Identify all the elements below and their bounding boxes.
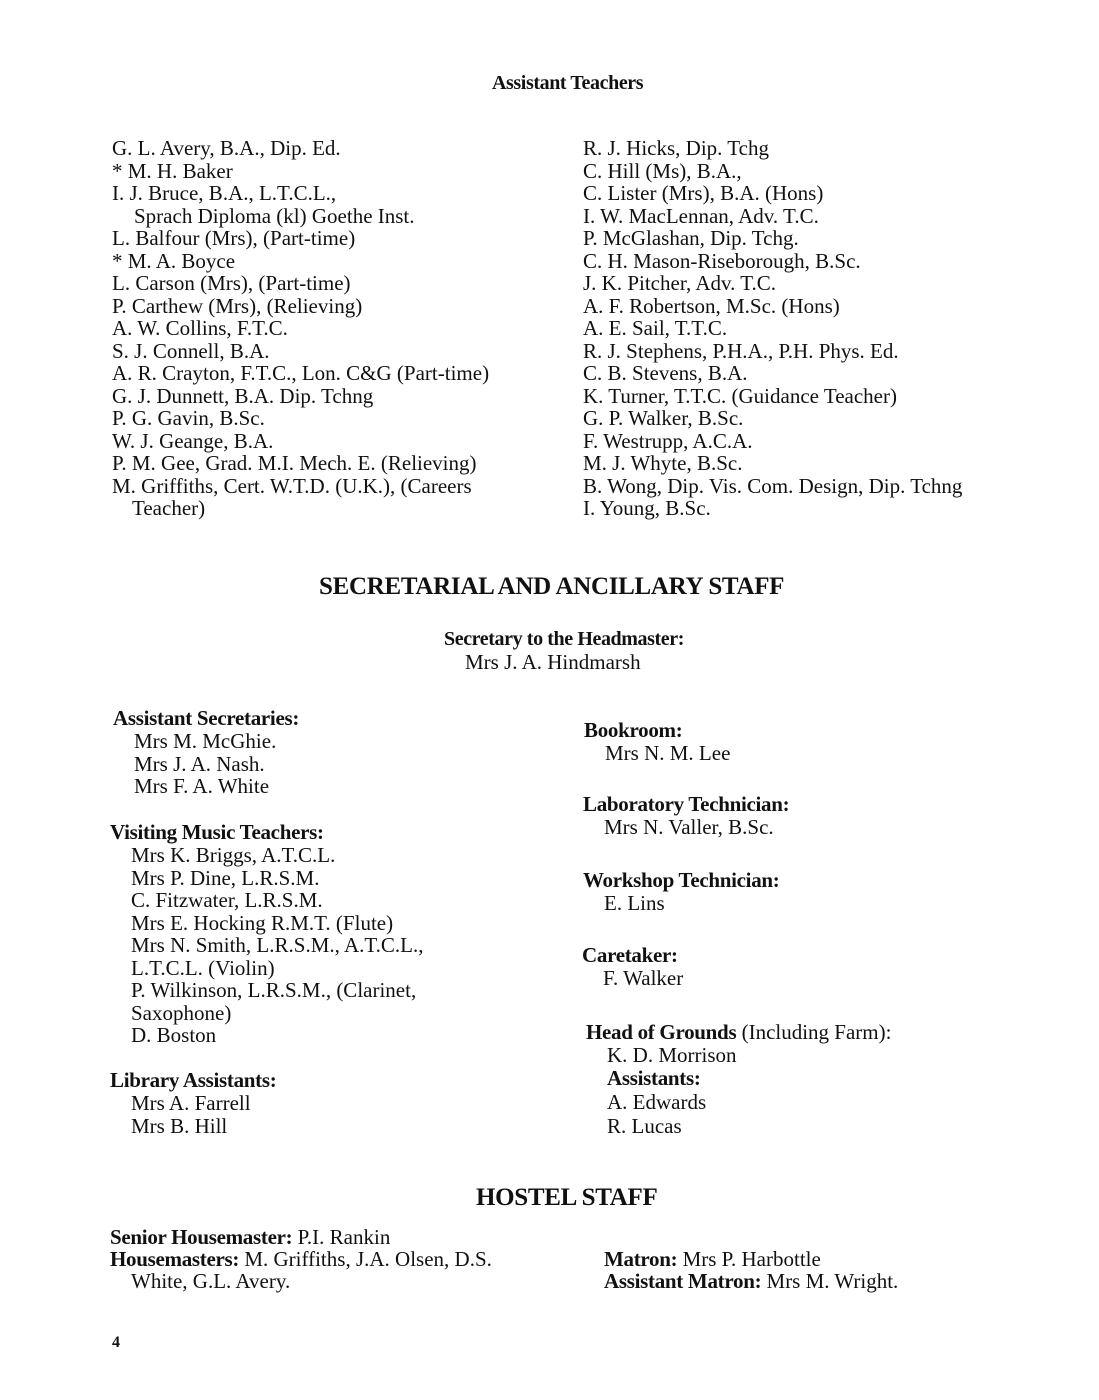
staff-name: R. Lucas (607, 1114, 682, 1138)
staff-name: Mrs E. Hocking R.M.T. (Flute) (131, 910, 394, 935)
secretary-name: Mrs J. A. Hindmarsh (465, 650, 641, 674)
housemasters (110, 1248, 492, 1271)
teacher-entry: C. H. Mason-Riseborough, B.Sc. (583, 248, 861, 273)
teacher-entry: G. J. Dunnett, B.A. Dip. Tchng (112, 383, 374, 408)
matron (604, 1248, 821, 1271)
secretarial-heading: SECRETARIAL AND ANCILLARY STAFF (319, 573, 785, 600)
teacher-entry: A. W. Collins, F.T.C. (112, 316, 288, 340)
staff-name: D. Boston (131, 1023, 217, 1047)
workshop-tech-label: Workshop Technician: (583, 868, 780, 892)
teacher-entry: S. J. Connell, B.A. (112, 338, 270, 363)
teacher-entry: * M. A. Boyce (112, 248, 236, 273)
teacher-entry: J. K. Pitcher, Adv. T.C. (583, 271, 777, 295)
caretaker-label: Caretaker: (582, 943, 678, 967)
housemasters-label: Housemasters: (110, 1247, 240, 1271)
visiting-music-list (131, 844, 423, 1047)
assistant-matron-name: Mrs M. Wright. (766, 1269, 899, 1293)
grounds-heading (586, 1021, 891, 1044)
grounds-label: Head of Grounds (586, 1020, 737, 1044)
teachers-left-list (112, 137, 489, 520)
teacher-entry: A. R. Crayton, F.T.C., Lon. C&G (Part-time) (112, 361, 490, 385)
teacher-entry: W. J. Geange, B.A. (112, 428, 274, 453)
caretaker-name: F. Walker (603, 966, 684, 990)
teacher-entry: A. F. Robertson, M.Sc. (Hons) (583, 293, 840, 318)
housemasters-names: M. Griffiths, J.A. Olsen, D.S. (244, 1247, 492, 1271)
teacher-entry: A. E. Sail, T.T.C. (583, 316, 728, 340)
teacher-entry: P. G. Gavin, B.Sc. (112, 406, 265, 430)
housemasters-continuation: White, G.L. Avery. (131, 1269, 291, 1293)
library-label: Library Assistants: (110, 1068, 277, 1092)
bookroom-label: Bookroom: (584, 718, 683, 742)
bookroom-name: Mrs N. M. Lee (605, 741, 731, 765)
matron-label: Matron: (604, 1247, 678, 1271)
staff-name: Mrs P. Dine, L.R.S.M. (131, 865, 320, 890)
lab-tech-name: Mrs N. Valler, B.Sc. (604, 815, 774, 839)
teacher-entry: B. Wong, Dip. Vis. Com. Design, Dip. Tchng (583, 473, 963, 498)
teacher-entry: P. M. Gee, Grad. M.I. Mech. E. (Relieving) (112, 451, 477, 475)
visiting-music-label: Visiting Music Teachers: (110, 820, 324, 844)
teacher-entry: L. Carson (Mrs), (Part-time) (112, 271, 351, 295)
staff-name: Mrs N. Smith, L.R.S.M., A.T.C.L., (131, 933, 424, 957)
staff-name: A. Edwards (607, 1090, 707, 1114)
secretary-label: Secretary to the Headmaster: (444, 628, 685, 650)
teacher-entry: * M. H. Baker (112, 158, 233, 183)
senior-housemaster-label: Senior Housemaster: (110, 1225, 293, 1249)
staff-name: Mrs A. Farrell (131, 1091, 251, 1115)
page-number: 4 (112, 1334, 120, 1351)
staff-name: Mrs K. Briggs, A.T.C.L. (131, 843, 336, 867)
teacher-entry: R. J. Stephens, P.H.A., P.H. Phys. Ed. (583, 338, 899, 363)
teacher-entry: K. Turner, T.T.C. (Guidance Teacher) (583, 383, 897, 408)
teachers-right-list (583, 137, 962, 520)
staff-name: Mrs J. A. Nash. (134, 751, 265, 776)
teacher-entry: C. Hill (Ms), B.A., (583, 158, 742, 183)
staff-name: P. Wilkinson, L.R.S.M., (Clarinet, (131, 978, 417, 1002)
grounds-assistants-list (607, 1090, 706, 1138)
senior-housemaster (110, 1226, 390, 1249)
library-list (131, 1092, 251, 1137)
teacher-entry: G. P. Walker, B.Sc. (583, 406, 744, 430)
staff-name: C. Fitzwater, L.R.S.M. (131, 888, 323, 912)
senior-housemaster-name: P.I. Rankin (297, 1225, 391, 1249)
grounds-name: K. D. Morrison (607, 1043, 737, 1067)
teacher-entry: M. Griffiths, Cert. W.T.D. (U.K.), (Careers (112, 473, 472, 498)
staff-name: Mrs M. McGhie. (134, 729, 277, 753)
hostel-heading: HOSTEL STAFF (476, 1184, 658, 1211)
assistant-matron-label: Assistant Matron: (604, 1269, 762, 1293)
grounds-assistants-label: Assistants: (607, 1066, 701, 1090)
assistant-matron (604, 1270, 898, 1293)
teacher-entry: P. Carthew (Mrs), (Relieving) (112, 293, 363, 318)
teacher-entry: G. L. Avery, B.A., Dip. Ed. (112, 136, 341, 160)
teacher-entry: P. McGlashan, Dip. Tchg. (583, 226, 799, 250)
grounds-label-suffix: (Including Farm): (741, 1020, 892, 1044)
teacher-entry: R. J. Hicks, Dip. Tchg (583, 136, 769, 160)
lab-tech-label: Laboratory Technician: (583, 792, 790, 816)
staff-name: Mrs F. A. White (134, 774, 270, 798)
teacher-entry: I. Young, B.Sc. (583, 496, 711, 520)
staff-name: L.T.C.L. (Violin) (131, 955, 275, 980)
workshop-tech-name: E. Lins (604, 891, 665, 915)
teacher-entry: M. J. Whyte, B.Sc. (583, 451, 743, 475)
page-title: Assistant Teachers (492, 72, 644, 94)
teacher-entry: L. Balfour (Mrs), (Part-time) (112, 226, 356, 250)
teacher-entry: I. W. MacLennan, Adv. T.C. (583, 203, 819, 228)
teacher-entry: I. J. Bruce, B.A., L.T.C.L., (112, 181, 337, 205)
assistant-secretaries-list (134, 730, 276, 798)
teacher-entry: C. Lister (Mrs), B.A. (Hons) (583, 181, 824, 205)
matron-name: Mrs P. Harbottle (682, 1247, 821, 1271)
staff-name: Saxophone) (131, 1000, 232, 1025)
teacher-entry: F. Westrupp, A.C.A. (583, 428, 753, 453)
teacher-entry-continuation: Teacher) (132, 496, 206, 520)
teacher-entry: C. B. Stevens, B.A. (583, 361, 748, 385)
teacher-entry-continuation: Sprach Diploma (kl) Goethe Inst. (134, 203, 415, 228)
assistant-secretaries-label: Assistant Secretaries: (113, 706, 300, 730)
staff-name: Mrs B. Hill (131, 1113, 228, 1138)
